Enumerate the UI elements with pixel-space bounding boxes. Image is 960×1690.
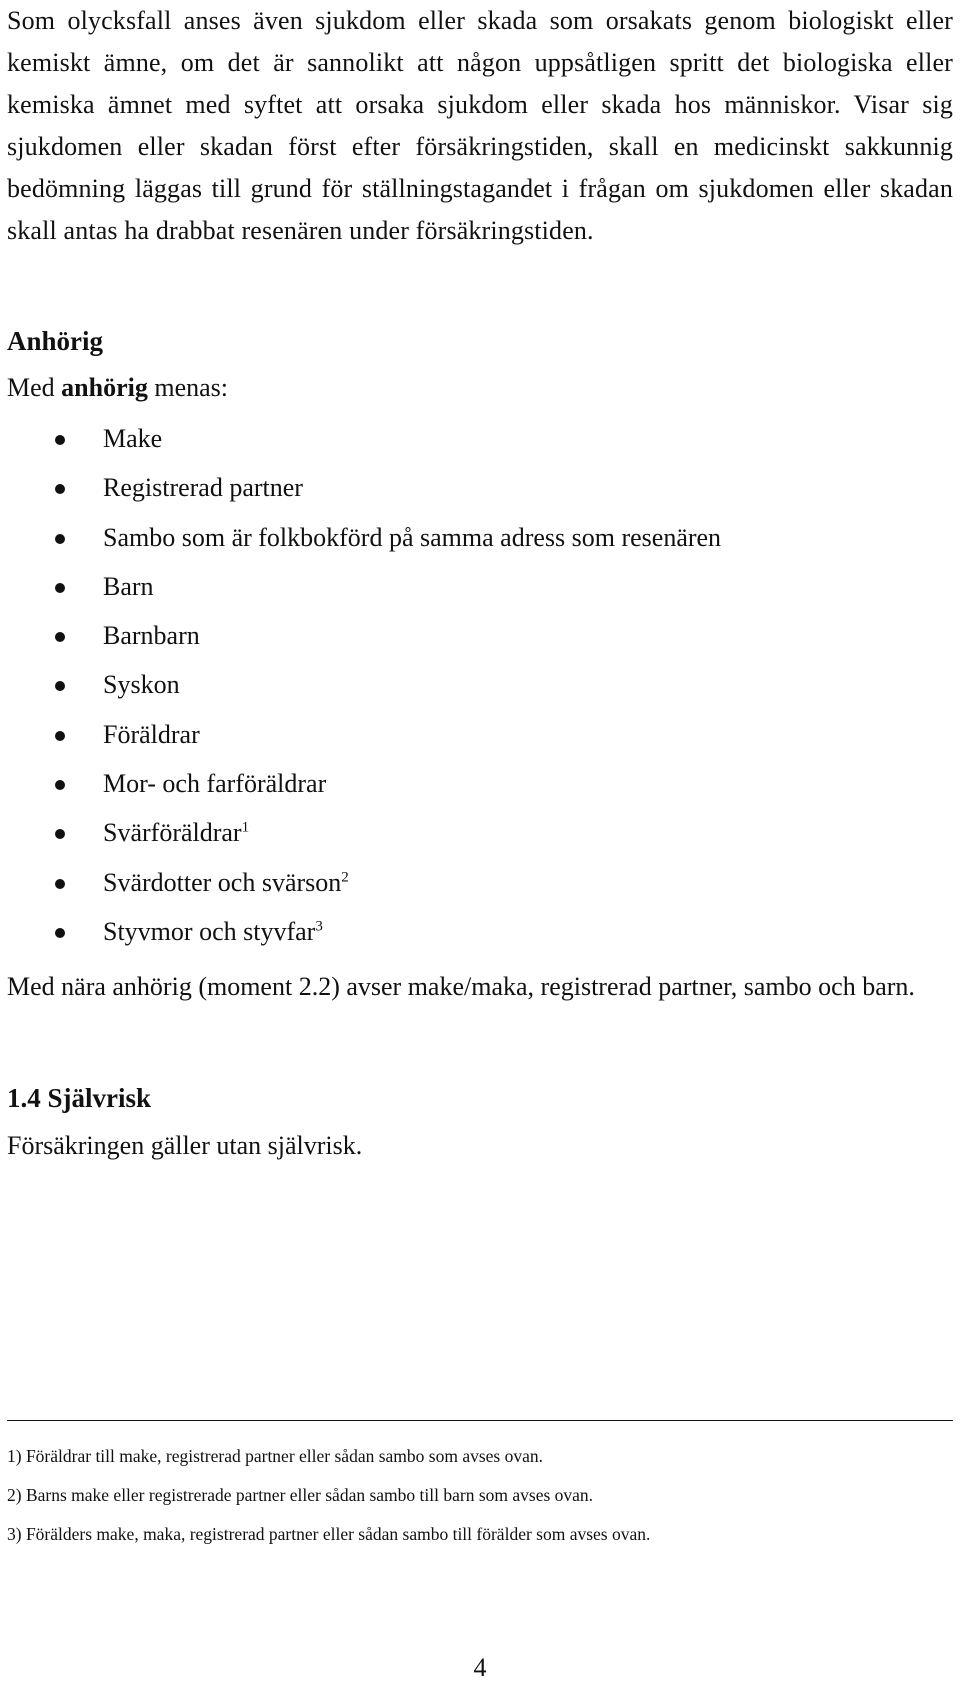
- bullet-icon: [55, 879, 65, 889]
- lead-term: anhörig: [61, 373, 148, 402]
- bullet-icon: [55, 484, 65, 494]
- footnote: 1) Föräldrar till make, registrerad partner eller sådan sambo som avses ovan.: [7, 1446, 543, 1466]
- list-item: [7, 815, 721, 864]
- list-item-text: Föräldrar: [103, 719, 200, 749]
- bullet-icon: [55, 829, 65, 839]
- footnote-marker: 3: [315, 918, 323, 935]
- footnote: 3) Förälders make, maka, registrerad partner eller sådan sambo till förälder som avses ovan.: [7, 1524, 651, 1544]
- list-item: [7, 618, 721, 667]
- sjalvrisk-paragraph: Försäkringen gäller utan självrisk.: [7, 1131, 363, 1160]
- intro-sentence-1: Som olycksfall anses även sjukdom eller skada som orsakats genom biologiskt eller kemiskt ämne, om det är sannolikt att någon uppsåtligen spritt det biologiska eller kemiska ämnet med syftet att orsaka sjukdom eller skada hos människor.: [7, 6, 953, 119]
- footnote: 2) Barns make eller registrerade partner eller sådan sambo till barn som avses ovan.: [7, 1485, 594, 1505]
- intro-paragraph: [7, 0, 953, 252]
- footnote-marker: 2: [341, 869, 349, 886]
- footnotes: [7, 1442, 650, 1559]
- bullet-icon: [55, 731, 65, 741]
- anhorig-definition-lead: [7, 370, 228, 406]
- anhorig-list: [7, 421, 721, 963]
- list-item: [7, 569, 721, 618]
- list-item: [7, 766, 721, 815]
- lead-prefix: Med: [7, 373, 62, 402]
- sjalvrisk-heading: 1.4 Självrisk: [7, 1083, 152, 1113]
- list-item-text: Registrerad partner: [103, 473, 303, 503]
- bullet-icon: [55, 534, 65, 544]
- list-item-text: Barnbarn: [103, 621, 200, 651]
- lead-suffix: menas:: [147, 373, 229, 402]
- list-item-text: Make: [103, 424, 163, 453]
- bullet-icon: [55, 583, 65, 593]
- list-item-text: Mor- och farföräldrar: [103, 769, 327, 799]
- anhorig-heading: Anhörig: [7, 326, 104, 356]
- list-item: [7, 865, 721, 914]
- list-item: [7, 470, 721, 519]
- list-item: [7, 421, 721, 470]
- list-item: [7, 914, 721, 963]
- list-item-text: Sambo som är folkbokförd på samma adress som resenären: [103, 522, 722, 552]
- document-page: [7, 0, 953, 1690]
- page-number: 4: [473, 1653, 487, 1682]
- list-item-text: Styvmor och styvfar: [103, 916, 316, 946]
- list-item-text: Syskon: [103, 670, 180, 700]
- bullet-icon: [55, 780, 65, 790]
- list-item-text: Barn: [103, 571, 154, 601]
- bullet-icon: [55, 435, 65, 445]
- intro-sentence-2: Visar sig sjukdomen eller skadan först efter försäkringstiden, skall en medicinskt sakkunnig bedömning läggas till grund för ställningstagandet i frågan om sjukdomen eller skadan skall antas ha drabbat resenären under försäkringstiden.: [7, 90, 953, 245]
- bullet-icon: [55, 681, 65, 691]
- list-item: [7, 717, 721, 766]
- footnote-divider: [7, 1420, 953, 1421]
- nara-anhorig-paragraph: Med nära anhörig (moment 2.2) avser make/maka, registrerad partner, sambo och barn.: [7, 972, 915, 1001]
- list-item-text: Svärdotter och svärson: [103, 867, 342, 897]
- bullet-icon: [55, 928, 65, 938]
- list-item: [7, 520, 721, 569]
- list-item: [7, 667, 721, 716]
- footnote-marker: 1: [241, 819, 250, 836]
- bullet-icon: [55, 632, 65, 642]
- list-item-text: Svärföräldrar: [103, 818, 242, 848]
